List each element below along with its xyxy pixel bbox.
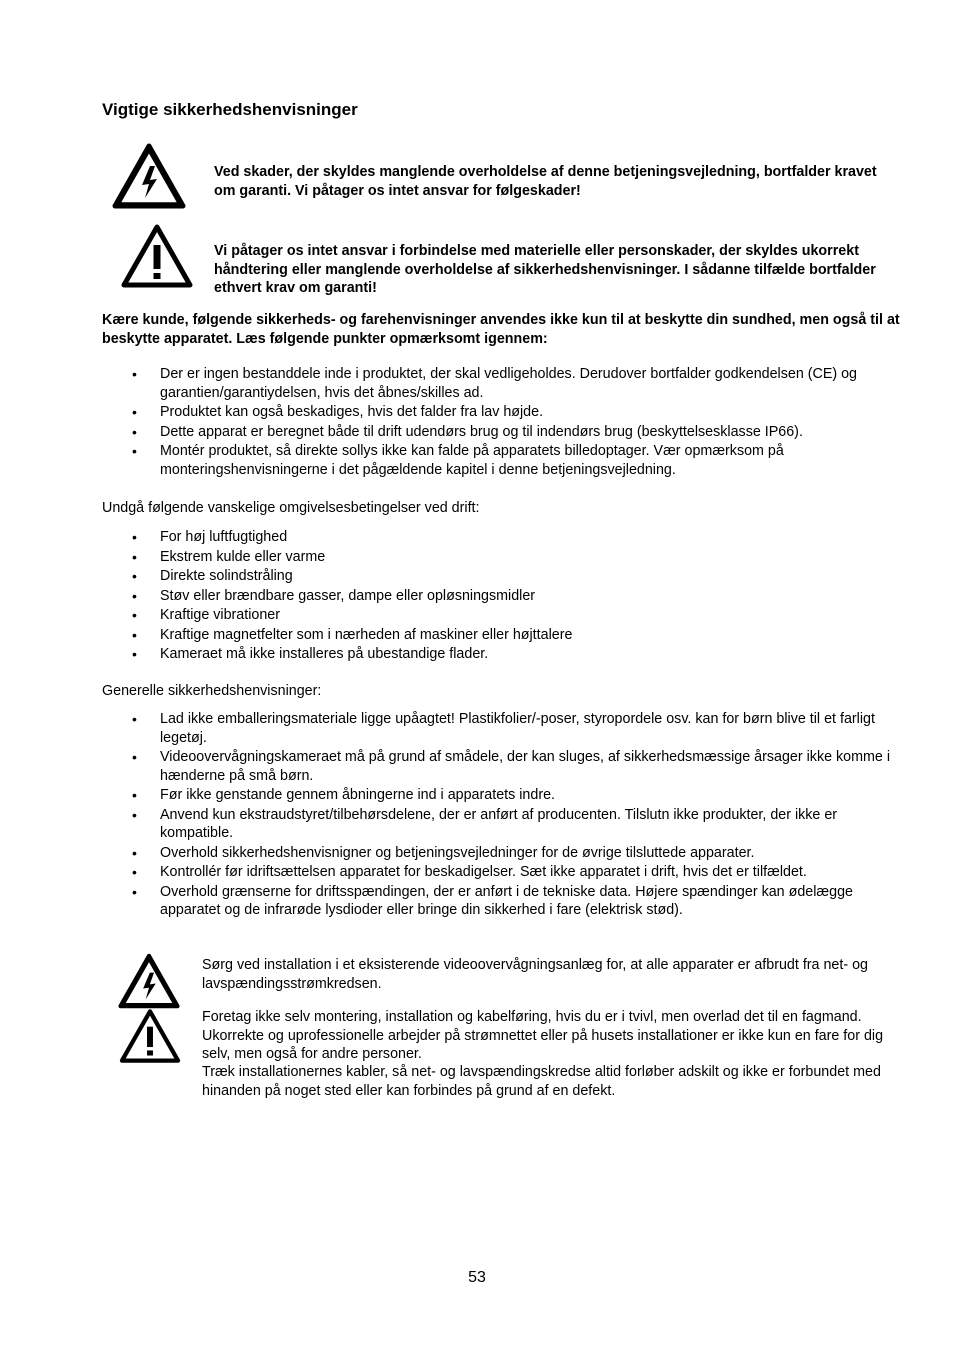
list-item: • Ekstrem kulde eller varme bbox=[132, 548, 892, 567]
cable-note: Træk installationernes kabler, så net- og lavspændingskredse altid forløber adskilt og ikke er forbundet med hinanden på noget sted eller kan forbindes på grund af en defekt. bbox=[202, 1064, 881, 1099]
list-item: • Kraftige vibrationer bbox=[132, 606, 892, 625]
list-item: • Overhold sikkerhedshenvisnigner og betjeningsvejledninger for de øvrige tilsluttede apparater. bbox=[132, 844, 892, 863]
list-item: • Før ikke genstande gennem åbningerne ind i apparatets indre. bbox=[132, 786, 892, 805]
intro-text: Kære kunde, følgende sikkerheds- og farehenvisninger anvendes ikke kun til at beskytte din sundhed, men også til at beskytte apparatet. Læs følgende punkter opmærksomt igennem: bbox=[102, 312, 900, 347]
list-item: • Lad ikke emballeringsmateriale ligge upåagtet! Plastikfolier/-poser, styropordele osv. kan for børn blive til et farligt legetøj. bbox=[132, 710, 892, 747]
list-item: • Anvend kun ekstraudstyret/tilbehørsdelene, der er anført af producenten. Tilslutn ikke produkter, der ikke er kompatible. bbox=[132, 806, 892, 843]
list-item: • Overhold grænserne for driftsspændingen, der er anført i de tekniske data. Højere spændinger kan ødelægge apparatet og de infrarøde lysdioder eller bringe din sikkerhed i fare (elektrisk stød). bbox=[132, 883, 892, 920]
list-item: • Dette apparat er beregnet både til drift udendørs brug og til indendørs brug (beskyttelsesklasse IP66). bbox=[132, 423, 892, 442]
warning-text-liability: Vi påtager os intet ansvar i forbindelse med materielle eller personskader, der skyldes ukorrekt håndtering eller manglende overholdelse af sikkerhedshenvisninger. I sådanne tilfælde bortfalder ethvert krav om garanti! bbox=[214, 243, 876, 296]
environment-heading: Undgå følgende vanskelige omgivelsesbetingelser ved drift: bbox=[102, 500, 480, 516]
electric-hazard-icon bbox=[118, 953, 180, 1009]
installation-note: Sørg ved installation i et eksisterende videoovervågningsanlæg for, at alle apparater er afbrudt fra net- og lavspændingsstrømkredsen. bbox=[202, 957, 868, 992]
list-item: • Montér produktet, så direkte sollys ikke kan falde på apparatets billedoptager. Vær opmærksom på monteringshenvisningerne i det pågældende kapitel i denne betjeningsvejledning. bbox=[132, 442, 892, 479]
list-item: • For høj luftfugtighed bbox=[132, 528, 892, 547]
environment-list bbox=[132, 528, 892, 665]
list-item: • Støv eller brændbare gasser, dampe eller opløsningsmidler bbox=[132, 587, 892, 606]
page-number: 53 bbox=[468, 1269, 486, 1286]
list-item: • Produktet kan også beskadiges, hvis det falder fra lav højde. bbox=[132, 403, 892, 422]
list-item: • Kraftige magnetfelter som i nærheden af maskiner eller højttalere bbox=[132, 626, 892, 645]
caution-exclamation-icon bbox=[118, 1008, 182, 1064]
list-item: • Direkte solindstråling bbox=[132, 567, 892, 586]
list-item: • Kontrollér før idriftsættelsen apparatet for beskadigelser. Sæt ikke apparatet i drift, hvis det er tilfældet. bbox=[132, 863, 892, 882]
general-list bbox=[132, 710, 892, 921]
caution-exclamation-icon bbox=[120, 223, 194, 289]
list-item: • Videoovervågningskameraet må på grund af smådele, der kan sluges, af sikkerhedsmæssige årsager ikke komme i hænderne på små børn. bbox=[132, 748, 892, 785]
page-title: Vigtige sikkerhedshenvisninger bbox=[102, 100, 358, 119]
general-heading: Generelle sikkerhedshenvisninger: bbox=[102, 683, 322, 699]
electric-hazard-icon bbox=[112, 143, 186, 209]
list-item: • Kameraet må ikke installeres på ubestandige flader. bbox=[132, 645, 892, 664]
safety-list bbox=[132, 365, 892, 480]
list-item: • Der er ingen bestanddele inde i produktet, der skal vedligeholdes. Derudover bortfalder godkendelsen (CE) og garantien/garantiydelsen, hvis det åbnes/skilles ad. bbox=[132, 365, 892, 402]
professional-note: Foretag ikke selv montering, installation og kabelføring, hvis du er i tvivl, men overlad det til en fagmand. Ukorrekte og uprofessionelle arbejder på strømnettet eller på husets installationer er ikke kun en fare for dig selv, men også for andre personer. bbox=[202, 1009, 884, 1062]
warning-text-warranty: Ved skader, der skyldes manglende overholdelse af denne betjeningsvejledning, bortfalder kravet om garanti. Vi påtager os intet ansvar for følgeskader! bbox=[214, 164, 877, 199]
